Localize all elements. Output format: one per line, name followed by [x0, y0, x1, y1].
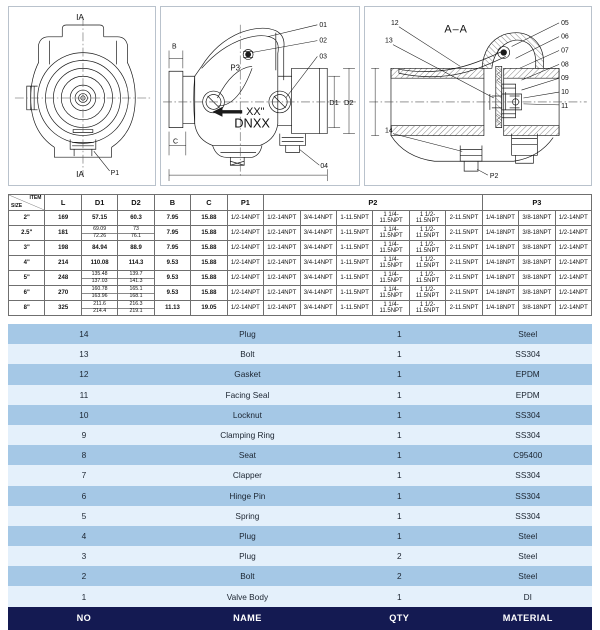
- dim-cell-p2: 2-11.5NPT: [446, 241, 482, 256]
- parts-cell-name: Clamping Ring: [160, 425, 335, 445]
- dim-cell-p3: 1/2-14NPT: [555, 286, 591, 301]
- dim-cell-p3: 1/2-14NPT: [555, 211, 591, 226]
- dim-cell-p2: 1-11.5NPT: [336, 271, 372, 286]
- dim-cell-size: 4": [9, 256, 45, 271]
- parts-footer-no: NO: [8, 607, 160, 630]
- parts-cell-name: Gasket: [160, 364, 335, 384]
- dim-cell-c: 15.88: [191, 211, 227, 226]
- table-row: [8, 506, 592, 526]
- dim-cell-p2: 1 1/2-11.5NPT: [409, 241, 445, 256]
- dim-cell-b: 9.53: [154, 271, 190, 286]
- dim-cell-p2: 1-11.5NPT: [336, 241, 372, 256]
- parts-cell-name: Facing Seal: [160, 385, 335, 405]
- section-view-callout-09: 09: [561, 75, 569, 83]
- dim-cell-b: 11.13: [154, 301, 190, 316]
- dim-cell-d2: 216.3 219.1: [118, 301, 154, 316]
- dim-cell-d2: 73 76.1: [118, 226, 154, 241]
- dim-cell-p2: 2-11.5NPT: [446, 271, 482, 286]
- dim-cell-p2: 1/2-14NPT: [264, 211, 300, 226]
- parts-cell-qty: 1: [335, 385, 463, 405]
- dim-cell-p2: 1/2-14NPT: [264, 256, 300, 271]
- dim-cell-p2: 1 1/2-11.5NPT: [409, 211, 445, 226]
- parts-cell-no: 1: [8, 586, 160, 606]
- front-view-port-p1-label: P1: [110, 169, 120, 177]
- parts-cell-qty: 1: [335, 586, 463, 606]
- parts-footer-qty: QTY: [335, 607, 463, 630]
- dim-cell-b: 9.53: [154, 286, 190, 301]
- dim-cell-p2: 3/4-14NPT: [300, 301, 336, 316]
- table-row: [8, 364, 592, 384]
- dim-cell-p2: 3/4-14NPT: [300, 286, 336, 301]
- parts-cell-qty: 1: [335, 486, 463, 506]
- dim-cell-d1: 110.08: [81, 256, 117, 271]
- dim-cell-p2: 3/4-14NPT: [300, 211, 336, 226]
- corner-size-label: SIZE: [11, 202, 23, 209]
- parts-cell-qty: 1: [335, 344, 463, 364]
- dim-cell-p2: 1-11.5NPT: [336, 301, 372, 316]
- dim-cell-p3: 3/8-18NPT: [519, 241, 555, 256]
- dim-cell-l: 214: [45, 256, 81, 271]
- parts-cell-material: SS304: [463, 465, 592, 485]
- dim-header-p3: P3: [482, 195, 591, 211]
- parts-cell-no: 2: [8, 566, 160, 586]
- front-view-section-top-label: IA: [76, 12, 85, 23]
- parts-cell-name: Valve Body: [160, 586, 335, 606]
- dim-cell-p2: 1-11.5NPT: [336, 226, 372, 241]
- dim-cell-p3: 1/4-18NPT: [482, 211, 518, 226]
- parts-cell-qty: 1: [335, 526, 463, 546]
- dim-cell-p1: 1/2-14NPT: [227, 211, 263, 226]
- dim-cell-size: 3": [9, 241, 45, 256]
- table-row: [8, 566, 592, 586]
- dim-cell-size: 8": [9, 301, 45, 316]
- dimension-table-row: [9, 286, 592, 301]
- dim-cell-d2: 114.3: [118, 256, 154, 271]
- dim-cell-p1: 1/2-14NPT: [227, 271, 263, 286]
- side-view-callout-03: 03: [319, 53, 328, 61]
- dim-cell-p2: 2-11.5NPT: [446, 301, 482, 316]
- dimension-table: [8, 194, 592, 316]
- dim-cell-c: 15.88: [191, 286, 227, 301]
- side-view-callout-04: 04: [320, 163, 329, 171]
- side-view-callout-02: 02: [319, 37, 328, 45]
- dim-cell-p3: 1/4-18NPT: [482, 241, 518, 256]
- side-view-port-p3-label: P3: [230, 63, 241, 73]
- side-view-dim-b: B: [171, 43, 177, 51]
- parts-cell-name: Plug: [160, 546, 335, 566]
- dim-cell-p2: 3/4-14NPT: [300, 226, 336, 241]
- parts-cell-material: SS304: [463, 506, 592, 526]
- parts-cell-material: EPDM: [463, 364, 592, 384]
- parts-cell-qty: 1: [335, 364, 463, 384]
- parts-cell-material: Steel: [463, 526, 592, 546]
- parts-list-table: [8, 324, 592, 630]
- dim-cell-p3: 3/8-18NPT: [519, 256, 555, 271]
- dim-cell-p2: 1/2-14NPT: [264, 301, 300, 316]
- parts-cell-no: 4: [8, 526, 160, 546]
- parts-cell-material: Steel: [463, 324, 592, 344]
- parts-cell-material: SS304: [463, 344, 592, 364]
- dim-cell-p2: 1/2-14NPT: [264, 286, 300, 301]
- dim-cell-p2: 1-11.5NPT: [336, 256, 372, 271]
- dim-cell-p3: 3/8-18NPT: [519, 286, 555, 301]
- parts-cell-qty: 1: [335, 324, 463, 344]
- dimension-table-row: [9, 241, 592, 256]
- parts-list-footer-row: [8, 607, 592, 630]
- section-view-port-p2-label: P2: [489, 173, 499, 181]
- parts-cell-name: Clapper: [160, 465, 335, 485]
- parts-cell-name: Bolt: [160, 344, 335, 364]
- dim-cell-p3: 1/4-18NPT: [482, 271, 518, 286]
- parts-cell-qty: 2: [335, 566, 463, 586]
- parts-cell-no: 3: [8, 546, 160, 566]
- dim-cell-p2: 1/2-14NPT: [264, 271, 300, 286]
- dim-cell-c: 15.88: [191, 226, 227, 241]
- section-view-callout-06: 06: [561, 33, 569, 41]
- side-view-size-label: XX": [246, 105, 265, 118]
- parts-cell-no: 5: [8, 506, 160, 526]
- dim-cell-p2: 2-11.5NPT: [446, 256, 482, 271]
- parts-cell-qty: 1: [335, 506, 463, 526]
- dim-cell-p2: 1 1/4-11.5NPT: [373, 226, 409, 241]
- section-view-callout-08: 08: [561, 61, 569, 69]
- dim-cell-c: 15.88: [191, 241, 227, 256]
- dim-cell-c: 15.88: [191, 271, 227, 286]
- dim-cell-d1: 160.78 163.96: [81, 286, 117, 301]
- dim-header-c: C: [191, 195, 227, 211]
- dim-header-p2: P2: [264, 195, 483, 211]
- dim-cell-p1: 1/2-14NPT: [227, 301, 263, 316]
- section-view-drawing: [364, 6, 592, 186]
- table-row: [8, 445, 592, 465]
- section-view-title: A–A: [444, 23, 468, 36]
- dim-cell-p2: 1 1/2-11.5NPT: [409, 286, 445, 301]
- dim-cell-l: 169: [45, 211, 81, 226]
- dim-cell-c: 19.05: [191, 301, 227, 316]
- dim-cell-size: 5": [9, 271, 45, 286]
- dim-header-d1: D1: [81, 195, 117, 211]
- parts-list-body: [8, 324, 592, 607]
- side-view-dn-label: DNXX: [234, 115, 270, 131]
- table-row: [8, 425, 592, 445]
- dim-cell-p1: 1/2-14NPT: [227, 256, 263, 271]
- dim-cell-p2: 1 1/4-11.5NPT: [373, 256, 409, 271]
- parts-cell-no: 14: [8, 324, 160, 344]
- dim-cell-d2: 139.7 141.3: [118, 271, 154, 286]
- dim-cell-p1: 1/2-14NPT: [227, 241, 263, 256]
- dim-cell-d1: 211.6 214.4: [81, 301, 117, 316]
- dim-cell-l: 270: [45, 286, 81, 301]
- dim-cell-d2: 88.9: [118, 241, 154, 256]
- dim-cell-d2: 60.3: [118, 211, 154, 226]
- parts-cell-qty: 1: [335, 465, 463, 485]
- dim-cell-p3: 3/8-18NPT: [519, 271, 555, 286]
- dim-cell-l: 198: [45, 241, 81, 256]
- dim-cell-p2: 1 1/4-11.5NPT: [373, 211, 409, 226]
- dim-header-l: L: [45, 195, 81, 211]
- dim-cell-p2: 2-11.5NPT: [446, 226, 482, 241]
- dim-cell-p2: 1-11.5NPT: [336, 211, 372, 226]
- parts-cell-material: EPDM: [463, 385, 592, 405]
- dim-cell-l: 181: [45, 226, 81, 241]
- parts-cell-no: 6: [8, 486, 160, 506]
- parts-cell-material: SS304: [463, 405, 592, 425]
- dim-cell-p2: 1/2-14NPT: [264, 226, 300, 241]
- dim-cell-c: 15.88: [191, 256, 227, 271]
- dimension-table-row: [9, 226, 592, 241]
- section-view-callout-12: 12: [390, 19, 399, 27]
- parts-cell-no: 13: [8, 344, 160, 364]
- parts-cell-no: 8: [8, 445, 160, 465]
- section-view-callout-10: 10: [561, 89, 569, 97]
- dim-cell-p3: 1/4-18NPT: [482, 256, 518, 271]
- dim-cell-p3: 1/2-14NPT: [555, 256, 591, 271]
- table-row: [8, 465, 592, 485]
- table-row: [8, 526, 592, 546]
- parts-cell-no: 7: [8, 465, 160, 485]
- dim-cell-p2: 3/4-14NPT: [300, 256, 336, 271]
- dim-cell-b: 7.95: [154, 226, 190, 241]
- dimension-table-row: [9, 256, 592, 271]
- dim-cell-p3: 3/8-18NPT: [519, 301, 555, 316]
- dim-cell-p2: 1 1/4-11.5NPT: [373, 241, 409, 256]
- table-row: [8, 324, 592, 344]
- side-view-dim-c: C: [172, 138, 178, 146]
- parts-cell-name: Bolt: [160, 566, 335, 586]
- dim-cell-p2: 2-11.5NPT: [446, 286, 482, 301]
- dim-header-b: B: [154, 195, 190, 211]
- dim-cell-p3: 3/8-18NPT: [519, 211, 555, 226]
- dim-cell-p3: 1/4-18NPT: [482, 301, 518, 316]
- dim-header-d2: D2: [118, 195, 154, 211]
- dim-cell-p2: 3/4-14NPT: [300, 271, 336, 286]
- section-view-callout-14: 14: [385, 127, 393, 135]
- dim-cell-p2: 1-11.5NPT: [336, 286, 372, 301]
- dim-cell-p2: 3/4-14NPT: [300, 241, 336, 256]
- table-row: [8, 385, 592, 405]
- dim-cell-p1: 1/2-14NPT: [227, 286, 263, 301]
- parts-cell-material: Steel: [463, 566, 592, 586]
- parts-cell-name: Locknut: [160, 405, 335, 425]
- table-row: [8, 546, 592, 566]
- corner-item-label: ITEM: [29, 195, 42, 201]
- parts-cell-name: Spring: [160, 506, 335, 526]
- dim-cell-p2: 1 1/2-11.5NPT: [409, 271, 445, 286]
- dim-cell-size: 2": [9, 211, 45, 226]
- parts-cell-material: DI: [463, 586, 592, 606]
- parts-footer-name: NAME: [160, 607, 335, 630]
- dimension-table-row: [9, 271, 592, 286]
- table-row: [8, 405, 592, 425]
- side-view-drawing: [160, 6, 360, 186]
- parts-cell-name: Plug: [160, 324, 335, 344]
- dimension-table-header-row: [9, 195, 592, 211]
- dim-cell-b: 7.95: [154, 241, 190, 256]
- parts-cell-qty: 1: [335, 425, 463, 445]
- dim-cell-p3: 1/2-14NPT: [555, 226, 591, 241]
- dim-cell-p3: 3/8-18NPT: [519, 226, 555, 241]
- front-view-section-bottom-label: IA: [76, 168, 85, 179]
- dim-cell-size: 6": [9, 286, 45, 301]
- dim-cell-p2: 1/2-14NPT: [264, 241, 300, 256]
- parts-cell-qty: 1: [335, 445, 463, 465]
- dim-cell-p2: 1 1/2-11.5NPT: [409, 301, 445, 316]
- dim-header-p1: P1: [227, 195, 263, 211]
- dim-cell-p2: 1 1/4-11.5NPT: [373, 286, 409, 301]
- parts-cell-material: C95400: [463, 445, 592, 465]
- dimension-table-row: [9, 301, 592, 316]
- section-view-callout-11: 11: [561, 102, 569, 110]
- section-view-callout-13: 13: [385, 37, 393, 45]
- drawing-panel: [0, 0, 600, 192]
- dimension-table-corner-cell: [9, 195, 45, 211]
- parts-cell-name: Seat: [160, 445, 335, 465]
- parts-cell-qty: 1: [335, 405, 463, 425]
- table-row: [8, 486, 592, 506]
- dim-cell-p1: 1/2-14NPT: [227, 226, 263, 241]
- dim-cell-d1: 84.94: [81, 241, 117, 256]
- dim-cell-p2: 1 1/2-11.5NPT: [409, 256, 445, 271]
- dim-cell-d1: 69.09 72.26: [81, 226, 117, 241]
- section-view-callout-05: 05: [561, 19, 569, 27]
- parts-cell-material: SS304: [463, 486, 592, 506]
- dim-cell-d1: 57.15: [81, 211, 117, 226]
- side-view-dim-d1: D1: [329, 97, 339, 107]
- parts-cell-name: Hinge Pin: [160, 486, 335, 506]
- dim-cell-b: 9.53: [154, 256, 190, 271]
- parts-cell-qty: 2: [335, 546, 463, 566]
- table-row: [8, 344, 592, 364]
- dim-cell-p2: 1 1/4-11.5NPT: [373, 271, 409, 286]
- parts-cell-no: 12: [8, 364, 160, 384]
- dim-cell-p3: 1/2-14NPT: [555, 301, 591, 316]
- dim-cell-p3: 1/4-18NPT: [482, 226, 518, 241]
- dimension-table-body: [9, 211, 592, 316]
- dim-cell-l: 248: [45, 271, 81, 286]
- dim-cell-b: 7.95: [154, 211, 190, 226]
- dim-cell-p2: 2-11.5NPT: [446, 211, 482, 226]
- dim-cell-p3: 1/2-14NPT: [555, 271, 591, 286]
- parts-cell-name: Plug: [160, 526, 335, 546]
- dim-cell-p3: 1/2-14NPT: [555, 241, 591, 256]
- front-view-drawing: [8, 6, 156, 186]
- side-view-dim-d2: D2: [344, 97, 354, 107]
- dim-cell-l: 325: [45, 301, 81, 316]
- section-view-callout-07: 07: [561, 47, 569, 55]
- dim-cell-d2: 165.1 168.1: [118, 286, 154, 301]
- dim-cell-p3: 1/4-18NPT: [482, 286, 518, 301]
- dimension-table-row: [9, 211, 592, 226]
- dim-cell-p2: 1 1/2-11.5NPT: [409, 226, 445, 241]
- parts-cell-no: 9: [8, 425, 160, 445]
- parts-cell-no: 11: [8, 385, 160, 405]
- parts-cell-material: SS304: [463, 425, 592, 445]
- parts-cell-material: Steel: [463, 546, 592, 566]
- table-row: [8, 586, 592, 606]
- side-view-callout-01: 01: [319, 21, 328, 29]
- dim-cell-d1: 135.48 137.03: [81, 271, 117, 286]
- parts-cell-no: 10: [8, 405, 160, 425]
- dim-cell-size: 2.5": [9, 226, 45, 241]
- parts-footer-material: MATERIAL: [463, 607, 592, 630]
- dim-cell-p2: 1 1/4-11.5NPT: [373, 301, 409, 316]
